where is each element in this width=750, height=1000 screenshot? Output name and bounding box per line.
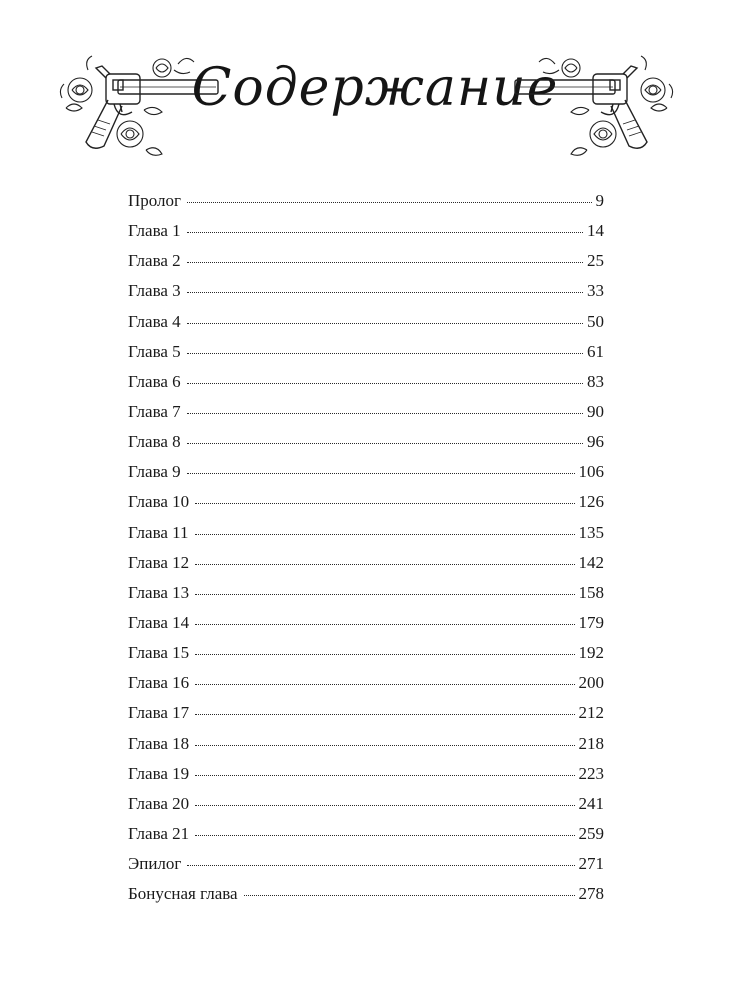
dot-leader — [187, 383, 583, 384]
entry-page-number: 61 — [587, 341, 604, 361]
entry-label: Глава 7 — [128, 401, 181, 421]
entry-label: Глава 15 — [128, 643, 190, 663]
entry-page-number: 135 — [578, 522, 604, 542]
dot-leader — [187, 865, 574, 866]
entry-page-number: 158 — [578, 582, 604, 602]
toc-entry[interactable] — [128, 367, 604, 397]
entry-page-number: 179 — [578, 612, 604, 632]
entry-label: Глава 2 — [128, 251, 181, 271]
dot-leader — [187, 232, 583, 233]
dot-leader — [187, 292, 583, 293]
toc-entry[interactable] — [128, 397, 604, 427]
entry-page-number: 126 — [578, 492, 604, 512]
entry-label: Глава 4 — [128, 311, 181, 331]
toc-entry[interactable] — [128, 729, 604, 759]
toc-entry[interactable] — [128, 487, 604, 517]
toc-entry[interactable] — [128, 307, 604, 337]
toc-entry[interactable] — [128, 578, 604, 608]
toc-entry[interactable] — [128, 879, 604, 909]
dot-leader — [195, 624, 574, 625]
entry-label: Глава 10 — [128, 492, 190, 512]
dot-leader — [195, 654, 574, 655]
page-title: Содержание — [191, 58, 559, 118]
dot-leader — [187, 262, 583, 263]
dot-leader — [187, 413, 583, 414]
toc-entry[interactable] — [128, 698, 604, 728]
entry-page-number: 106 — [578, 462, 604, 482]
dot-leader — [187, 473, 575, 474]
entry-page-number: 212 — [578, 703, 604, 723]
toc-entry[interactable] — [128, 518, 604, 548]
dot-leader — [187, 202, 591, 203]
entry-label: Глава 1 — [128, 221, 181, 241]
toc-entry[interactable] — [128, 608, 604, 638]
entry-label: Глава 16 — [128, 673, 190, 693]
entry-label: Глава 19 — [128, 763, 190, 783]
dot-leader — [195, 745, 574, 746]
toc-entry[interactable] — [128, 819, 604, 849]
entry-label: Эпилог — [128, 854, 182, 874]
entry-label: Глава 21 — [128, 823, 190, 843]
page-header — [0, 40, 750, 190]
entry-page-number: 25 — [587, 251, 604, 271]
dot-leader — [195, 835, 574, 836]
dot-leader — [187, 353, 583, 354]
dot-leader — [195, 564, 574, 565]
entry-page-number: 142 — [578, 552, 604, 572]
entry-page-number: 259 — [578, 823, 604, 843]
entry-page-number: 223 — [578, 763, 604, 783]
entry-label: Пролог — [128, 191, 182, 210]
toc-entry[interactable] — [128, 337, 604, 367]
toc-entry[interactable] — [128, 548, 604, 578]
toc-entry[interactable] — [128, 789, 604, 819]
entry-label: Глава 14 — [128, 612, 190, 632]
entry-label: Глава 11 — [128, 522, 189, 542]
table-of-contents — [128, 186, 604, 909]
toc-entry[interactable] — [128, 276, 604, 306]
entry-label: Глава 12 — [128, 552, 190, 572]
dot-leader — [244, 895, 575, 896]
toc-entry[interactable] — [128, 246, 604, 276]
entry-page-number: 192 — [578, 643, 604, 663]
entry-page-number: 96 — [587, 432, 604, 452]
entry-page-number: 200 — [578, 673, 604, 693]
entry-page-number: 271 — [578, 854, 604, 874]
dot-leader — [195, 594, 574, 595]
dot-leader — [187, 443, 583, 444]
entry-label: Бонусная глава — [128, 884, 238, 904]
toc-entry[interactable] — [128, 849, 604, 879]
entry-page-number: 50 — [587, 311, 604, 331]
entry-label: Глава 20 — [128, 793, 190, 813]
entry-label: Глава 9 — [128, 462, 181, 482]
entry-label: Глава 6 — [128, 371, 181, 391]
entry-label: Глава 5 — [128, 341, 181, 361]
entry-label: Глава 13 — [128, 582, 190, 602]
toc-entry[interactable] — [128, 759, 604, 789]
entry-page-number: 90 — [587, 401, 604, 421]
dot-leader — [195, 805, 574, 806]
dot-leader — [195, 775, 574, 776]
toc-entry[interactable] — [128, 457, 604, 487]
toc-entry[interactable] — [128, 216, 604, 246]
entry-page-number: 278 — [578, 884, 604, 904]
toc-entry[interactable] — [128, 427, 604, 457]
revolver-with-roses-icon — [505, 50, 675, 165]
dot-leader — [187, 323, 583, 324]
entry-label: Глава 18 — [128, 733, 190, 753]
entry-label: Глава 3 — [128, 281, 181, 301]
entry-page-number: 14 — [587, 221, 604, 241]
dot-leader — [195, 503, 574, 504]
dot-leader — [195, 684, 574, 685]
entry-page-number: 33 — [587, 281, 604, 301]
entry-page-number: 9 — [595, 191, 604, 210]
dot-leader — [195, 534, 575, 535]
toc-entry[interactable] — [128, 186, 604, 216]
dot-leader — [195, 714, 574, 715]
toc-entry[interactable] — [128, 668, 604, 698]
entry-label: Глава 8 — [128, 432, 181, 452]
entry-label: Глава 17 — [128, 703, 190, 723]
entry-page-number: 83 — [587, 371, 604, 391]
entry-page-number: 218 — [578, 733, 604, 753]
toc-entry[interactable] — [128, 638, 604, 668]
entry-page-number: 241 — [578, 793, 604, 813]
